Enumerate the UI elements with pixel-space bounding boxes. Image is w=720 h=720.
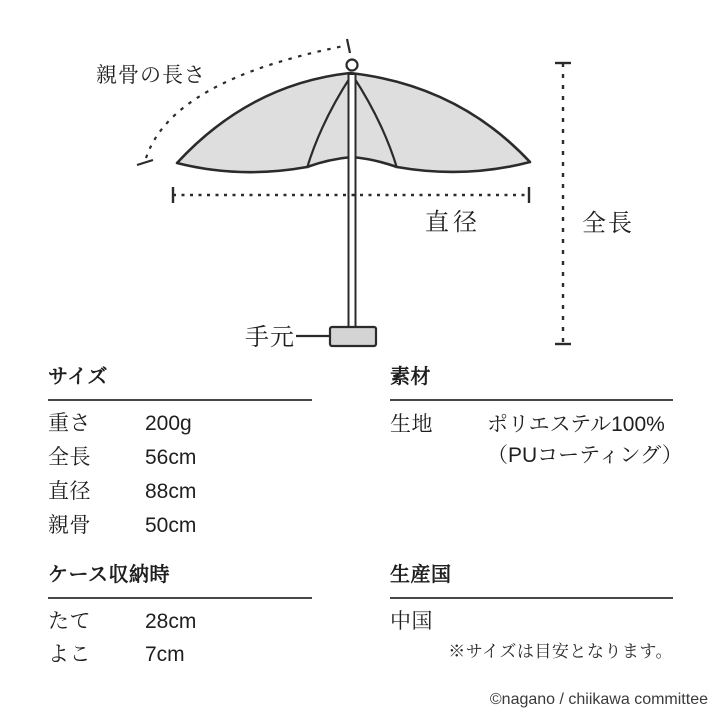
- spec-row-total-length: [48, 441, 312, 475]
- spec-row-fabric: [390, 409, 683, 471]
- case-section: [48, 564, 312, 671]
- country-section-title: 生産国: [390, 564, 673, 599]
- fabric-value-line1: ポリエステル100%: [487, 413, 665, 436]
- spec-row-weight: [48, 407, 312, 441]
- material-section-title: 素材: [390, 366, 673, 401]
- spec-value: 7cm: [145, 643, 185, 666]
- umbrella-shaft: [349, 74, 356, 328]
- spec-row-rib: [48, 509, 312, 543]
- spec-row-case-height: [48, 605, 312, 638]
- case-section-title: ケース収納時: [48, 564, 312, 599]
- size-rows: [48, 407, 312, 543]
- total-length-dimension-line: [555, 63, 571, 344]
- spec-label: 重さ: [48, 412, 91, 435]
- size-section-title: サイズ: [48, 366, 312, 401]
- spec-label: 親骨: [48, 514, 91, 537]
- spec-value: 56cm: [145, 446, 197, 469]
- country-rows: [390, 605, 673, 638]
- material-rows: [390, 409, 683, 471]
- country-section: [390, 564, 673, 638]
- spec-value: 88cm: [145, 480, 197, 503]
- spec-value: [487, 409, 683, 471]
- size-disclaimer-note: ※サイズは目安となります。: [448, 642, 673, 661]
- material-section: [390, 366, 683, 471]
- spec-value: 28cm: [145, 610, 197, 633]
- umbrella-top-knob: [347, 60, 358, 71]
- spec-label: たて: [48, 610, 91, 633]
- size-section: [48, 366, 312, 543]
- spec-value: 50cm: [145, 514, 197, 537]
- total-length-label: 全長: [582, 210, 634, 237]
- spec-row-diameter: [48, 475, 312, 509]
- spec-label: 直径: [48, 480, 91, 503]
- spec-value: 200g: [145, 412, 192, 435]
- copyright-text: ©nagano / chiikawa committee: [489, 691, 708, 708]
- rib-length-label: 親骨の長さ: [96, 64, 206, 87]
- fabric-value-line2: （PUコーティング）: [487, 444, 683, 467]
- diameter-label: 直径: [425, 209, 481, 236]
- handle-label: 手元: [245, 324, 295, 351]
- umbrella-handle: [330, 327, 376, 346]
- spec-label: 中国: [390, 610, 433, 633]
- spec-row-country: [390, 605, 673, 638]
- spec-label: よこ: [48, 643, 91, 666]
- spec-label: 生地: [390, 413, 433, 436]
- case-rows: [48, 605, 312, 671]
- spec-row-case-width: [48, 638, 312, 671]
- spec-label: 全長: [48, 446, 91, 469]
